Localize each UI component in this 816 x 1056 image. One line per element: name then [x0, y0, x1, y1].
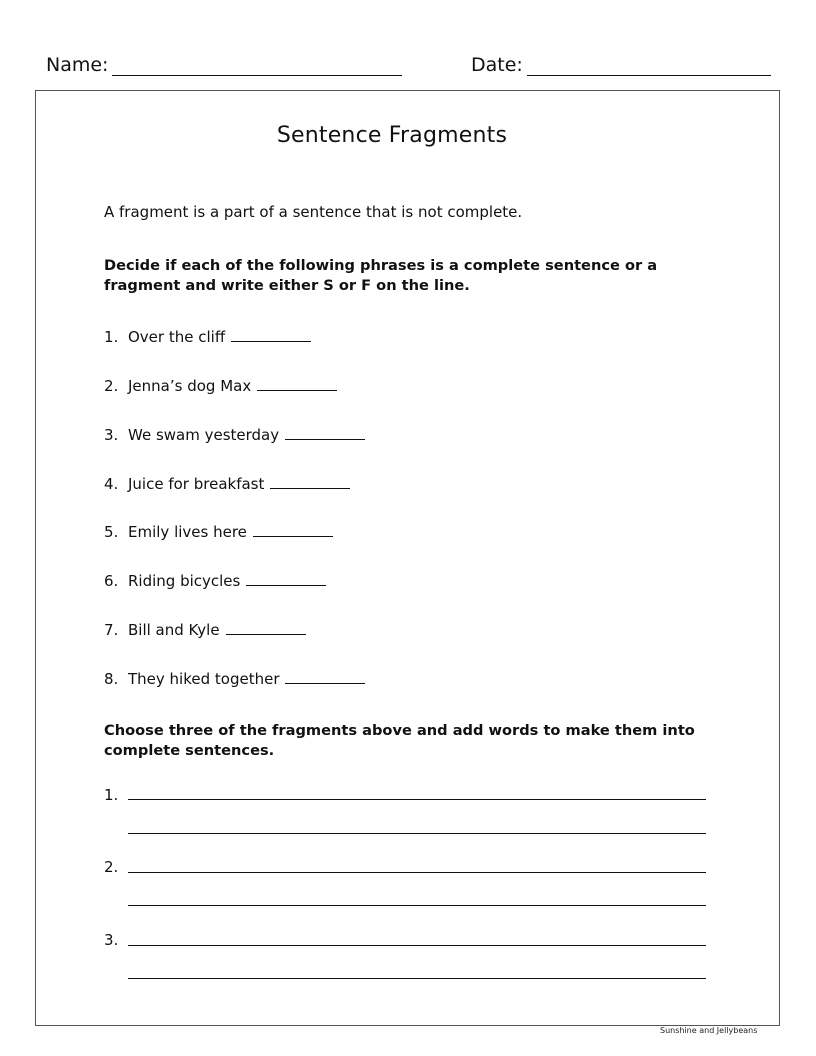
answer-blank[interactable]	[231, 341, 311, 342]
name-field	[46, 54, 108, 76]
instructions-part-1: Decide if each of the following phrases is a complete sentence or a fragment and write either S or F on the line.	[104, 257, 658, 294]
date-blank-line[interactable]	[527, 75, 771, 76]
answer-blank[interactable]	[285, 683, 365, 684]
writing-number: 2.	[104, 858, 119, 876]
phrase-text: Riding bicycles	[128, 572, 241, 590]
answer-blank[interactable]	[285, 439, 365, 440]
worksheet-border	[35, 90, 780, 1026]
phrase-item	[104, 328, 311, 346]
answer-blank[interactable]	[226, 634, 306, 635]
phrase-item	[104, 426, 365, 444]
phrase-number: 3.	[104, 426, 119, 444]
writing-line[interactable]	[128, 833, 706, 834]
phrase-text: Jenna’s dog Max	[128, 377, 252, 395]
phrase-item	[104, 670, 365, 688]
phrase-number: 2.	[104, 377, 119, 395]
writing-line[interactable]	[128, 872, 706, 873]
phrase-text: Juice for breakfast	[128, 475, 265, 493]
phrase-item	[104, 621, 306, 639]
phrase-number: 7.	[104, 621, 119, 639]
phrase-text: Bill and Kyle	[128, 621, 220, 639]
phrase-item	[104, 377, 337, 395]
phrase-text: Emily lives here	[128, 523, 247, 541]
phrase-item	[104, 523, 333, 541]
phrase-item	[104, 572, 326, 590]
writing-number: 1.	[104, 786, 119, 804]
phrase-number: 4.	[104, 475, 119, 493]
phrase-text: We swam yesterday	[128, 426, 280, 444]
instructions-part-2: Choose three of the fragments above and add words to make them into complete sentences.	[104, 722, 695, 759]
date-label: Date:	[471, 54, 523, 76]
phrase-number: 8.	[104, 670, 119, 688]
answer-blank[interactable]	[270, 488, 350, 489]
phrase-text: They hiked together	[128, 670, 280, 688]
name-label: Name:	[46, 54, 109, 76]
name-blank-line[interactable]	[112, 75, 402, 76]
answer-blank[interactable]	[253, 536, 333, 537]
phrase-text: Over the cliff	[128, 328, 226, 346]
writing-line[interactable]	[128, 978, 706, 979]
phrase-number: 6.	[104, 572, 119, 590]
footer-credit: Sunshine and Jellybeans	[660, 1026, 758, 1035]
writing-line[interactable]	[128, 799, 706, 800]
writing-line[interactable]	[128, 945, 706, 946]
writing-number: 3.	[104, 931, 119, 949]
definition-text: A fragment is a part of a sentence that is not complete.	[104, 203, 523, 221]
phrase-item	[104, 475, 350, 493]
date-field	[471, 54, 523, 76]
writing-line[interactable]	[128, 905, 706, 906]
phrase-number: 5.	[104, 523, 119, 541]
answer-blank[interactable]	[257, 390, 337, 391]
worksheet-title: Sentence Fragments	[276, 123, 508, 148]
phrase-number: 1.	[104, 328, 119, 346]
answer-blank[interactable]	[246, 585, 326, 586]
